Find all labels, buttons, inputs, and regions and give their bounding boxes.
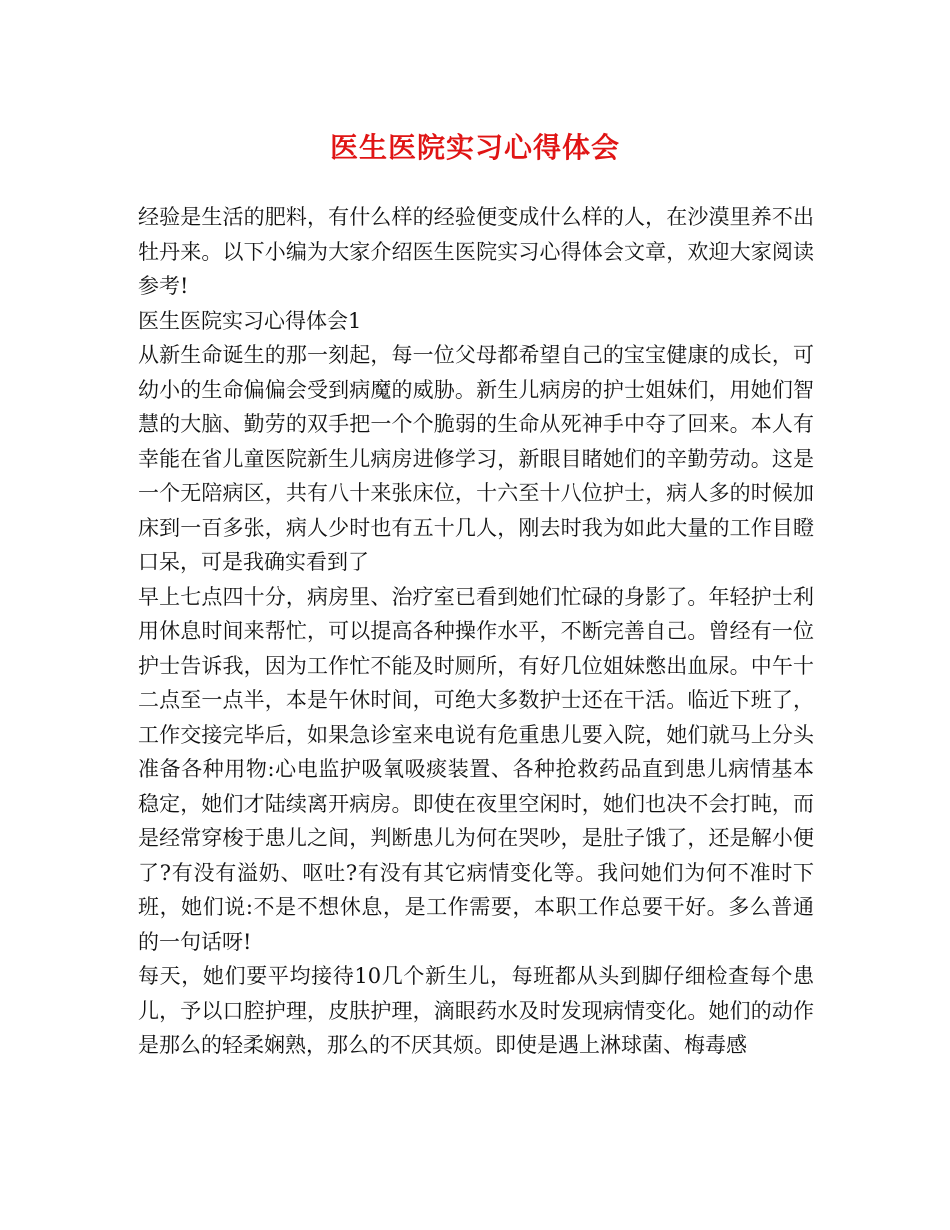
document-title: 医生医院实习心得体会	[329, 131, 620, 164]
section-heading: 医生医院实习心得体会1	[138, 308, 362, 333]
document-body	[138, 200, 814, 1063]
body-paragraph: 从新生命诞生的那一刻起，每一位父母都希望自己的宝宝健康的成长，可幼小的生命偏偏会受到病魔的威胁。新生儿病房的护士姐妹们，用她们智慧的大脑、勤劳的双手把一个个脆弱的生命从死神手中夺了回来。本人有幸能在省儿童医院新生儿病房进修学习，新眼目睹她们的辛勤劳动。这是一个无陪病区，共有八十来张床位，十六至十八位护士，病人多的时候加床到一百多张，病人少时也有五十几人，刚去时我为如此大量的工作目瞪口呆，可是我确实看到了	[138, 343, 814, 574]
body-paragraph: 早上七点四十分，病房里、治疗室已看到她们忙碌的身影了。年轻护士利用休息时间来帮忙，可以提高各种操作水平，不断完善自己。曾经有一位护士告诉我，因为工作忙不能及时厕所，有好几位姐妹憋出血尿。中午十二点至一点半，本是午休时间，可绝大多数护士还在干活。临近下班了，工作交接完毕后，如果急诊室来电说有危重患儿要入院，她们就马上分头准备各种用物:心电监护吸氧吸痰装置、各种抢救药品直到患儿病情基本稳定，她们才陆续离开病房。即使在夜里空闲时，她们也决不会打盹，而是经常穿梭于患儿之间，判断患儿为何在哭吵，是肚子饿了，还是解小便了?有没有溢奶、呕吐?有没有其它病情变化等。我问她们为何不准时下班，她们说:不是不想休息，是工作需要，本职工作总要干好。多么普通的一句话呀!	[138, 584, 814, 954]
intro-paragraph: 经验是生活的肥料，有什么样的经验便变成什么样的人，在沙漠里养不出牡丹来。以下小编为大家介绍医生医院实习心得体会文章，欢迎大家阅读参考!	[138, 205, 814, 298]
body-paragraph: 每天，她们要平均接待10几个新生儿，每班都从头到脚仔细检查每个患儿，予以口腔护理，皮肤护理，滴眼药水及时发现病情变化。她们的动作是那么的轻柔娴熟，那么的不厌其烦。即使是遇上淋球菌、梅毒感	[138, 964, 814, 1057]
